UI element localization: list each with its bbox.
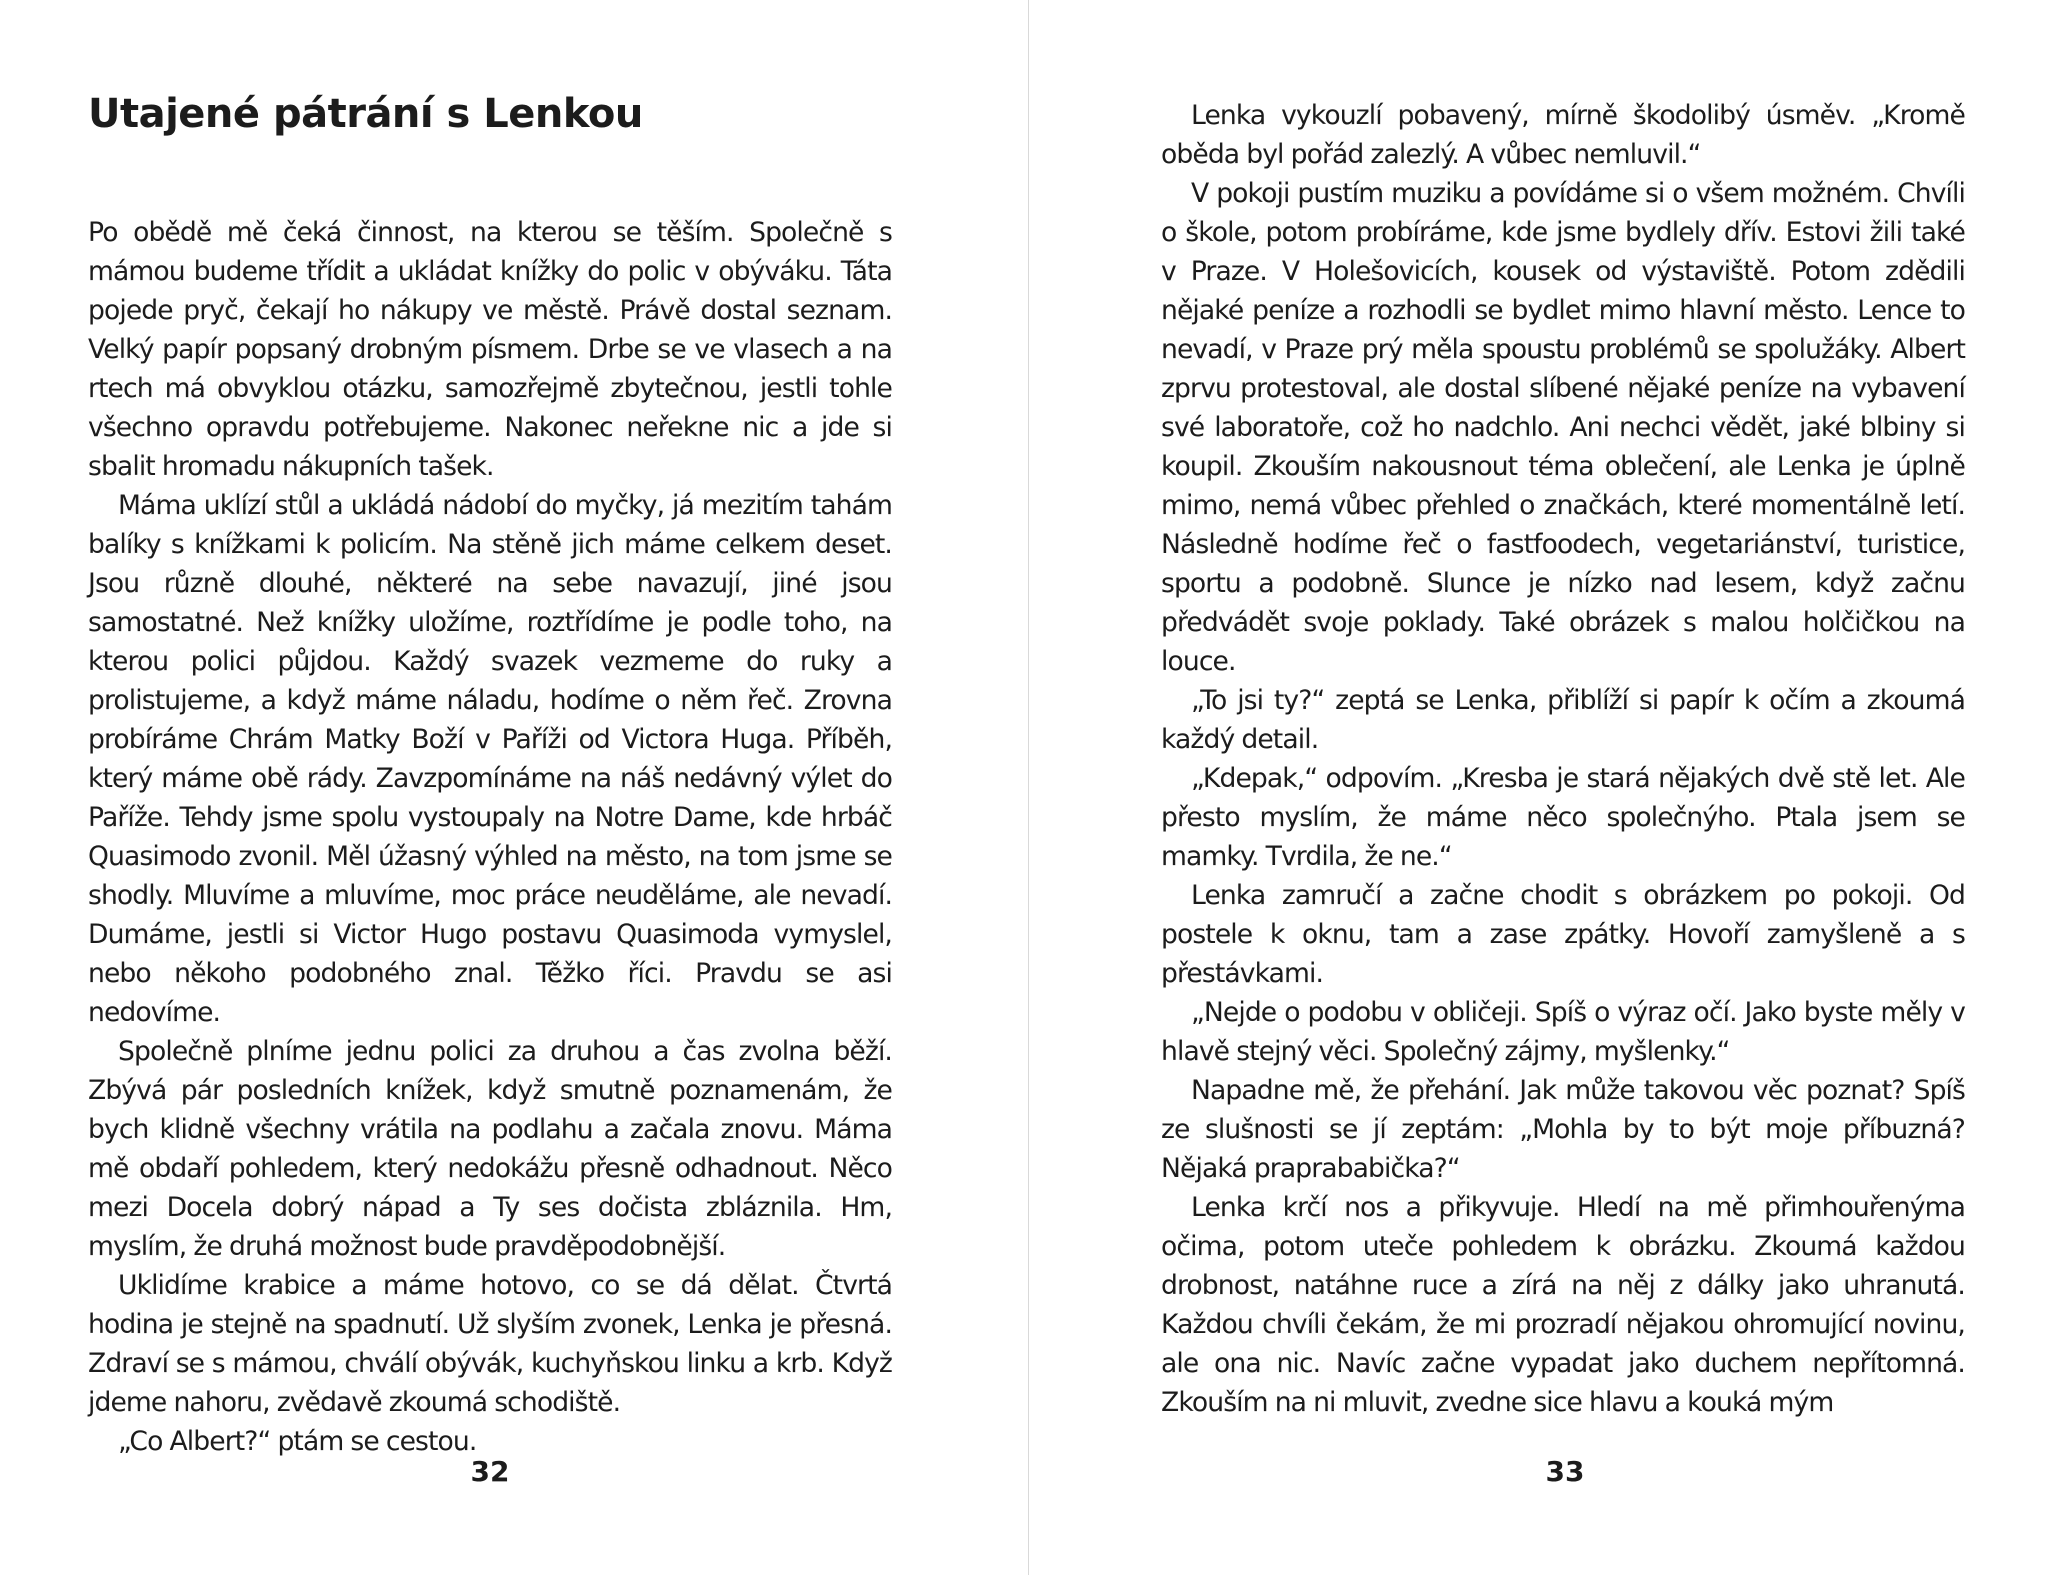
right-page-text bbox=[1161, 96, 1965, 1422]
chapter-title: Utajené pátrání s Lenkou bbox=[88, 91, 643, 137]
paragraph: Uklidíme krabice a máme hotovo, co se dá dělat. Čtvrtá hodina je stejně na spadnutí. Už slyším zvonek, Lenka je přesná. Zdraví se s mámou, chválí obývák, kuchyňskou linku a krb. Když jdeme nahoru, zvědavě zkoumá schodiště. bbox=[88, 1270, 892, 1418]
paragraph: Lenka krčí nos a přikyvuje. Hledí na mě přimhouřenýma očima, potom uteče pohledem k obrázku. Zkoumá každou drobnost, natáhne ruce a zírá na něj z dálky jako uhranutá. Každou chvíli čekám, že mi prozradí nějakou ohromující novinu, ale ona nic. Navíc začne vypadat jako duchem nepřítomná. Zkouším na ni mluvit, zvedne sice hlavu a kouká mým bbox=[1161, 1192, 1965, 1418]
left-page-text bbox=[88, 213, 892, 1461]
paragraph: Napadne mě, že přehání. Jak může takovou věc poznat? Spíš ze slušnosti se jí zeptám: „Mohla by to být moje příbuzná? Nějaká praprababička?“ bbox=[1161, 1075, 1965, 1184]
paragraph: „To jsi ty?“ zeptá se Lenka, přiblíží si papír k očím a zkoumá každý detail. bbox=[1161, 685, 1965, 755]
paragraph: „Kdepak,“ odpovím. „Kresba je stará nějakých dvě stě let. Ale přesto myslím, že máme něco společnýho. Ptala jsem se mamky. Tvrdila, že ne.“ bbox=[1161, 763, 1965, 872]
paragraph: Lenka vykouzlí pobavený, mírně škodolibý úsměv. „Kromě oběda byl pořád zalezlý. A vůbec nemluvil.“ bbox=[1161, 100, 1965, 170]
paragraph: Společně plníme jednu polici za druhou a čas zvolna běží. Zbývá pár posledních knížek, když smutně poznamenám, že bych klidně všechny vrátila na podlahu a začala znovu. Máma mě obdaří pohledem, který nedokážu přesně odhadnout. Něco mezi Docela dobrý nápad a Ty ses dočista zbláznila. Hm, myslím, že druhá možnost bude pravděpodobnější. bbox=[88, 1036, 892, 1262]
right-page bbox=[1029, 0, 2048, 1575]
page-number: 32 bbox=[470, 1455, 510, 1488]
paragraph: Lenka zamručí a začne chodit s obrázkem po pokoji. Od postele k oknu, tam a zase zpátky. Hovoří zamyšleně a s přestávkami. bbox=[1161, 880, 1965, 989]
page-number: 33 bbox=[1545, 1455, 1585, 1488]
paragraph: „Nejde o podobu v obličeji. Spíš o výraz očí. Jako byste měly v hlavě stejný věci. Společný zájmy, myšlenky.“ bbox=[1161, 997, 1965, 1067]
paragraph: V pokoji pustím muziku a povídáme si o všem možném. Chvíli o škole, potom probíráme, kde jsme bydlely dřív. Estovi žili také v Praze. V Holešovicích, kousek od výstaviště. Potom zdědili nějaké peníze a rozhodli se bydlet mimo hlavní město. Lence to nevadí, v Praze prý měla spoustu problémů se spolužáky. Albert zprvu protestoval, ale dostal slíbené nějaké peníze na vybavení své laboratoře, což ho nadchlo. Ani nechci vědět, jaké blbiny si koupil. Zkouším nakousnout téma oblečení, ale Lenka je úplně mimo, nemá vůbec přehled o značkách, které momentálně letí. Následně hodíme řeč o fastfoodech, vegetariánství, turistice, sportu a podobně. Slunce je nízko nad lesem, když začnu předvádět svoje poklady. Také obrázek s malou holčičkou na louce. bbox=[1161, 178, 1965, 677]
paragraph: „Co Albert?“ ptám se cestou. bbox=[118, 1426, 477, 1457]
paragraph: Máma uklízí stůl a ukládá nádobí do myčky, já mezitím tahám balíky s knížkami k policím. Na stěně jich máme celkem deset. Jsou různě dlouhé, některé na sebe navazují, jiné jsou samostatné. Než knížky uložíme, roztřídíme je podle toho, na kterou polici půjdou. Každý svazek vezmeme do ruky a prolistujeme, a když máme náladu, hodíme o něm řeč. Zrovna probíráme Chrám Matky Boží v Paříži od Victora Huga. Příběh, který máme obě rády. Zavzpomínáme na náš nedávný výlet do Paříže. Tehdy jsme spolu vystoupaly na Notre Dame, kde hrbáč Quasimodo zvonil. Měl úžasný výhled na město, na tom jsme se shodly. Mluvíme a mluvíme, moc práce neuděláme, ale nevadí. Dumáme, jestli si Victor Hugo postavu Quasimoda vymyslel, nebo někoho podobného znal. Těžko říci. Pravdu se asi nedovíme. bbox=[88, 490, 892, 1028]
paragraph: Po obědě mě čeká činnost, na kterou se těším. Společně s mámou budeme třídit a ukládat knížky do polic v obýváku. Táta pojede pryč, čekají ho nákupy ve městě. Právě dostal seznam. Velký papír popsaný drobným písmem. Drbe se ve vlasech a na rtech má obvyklou otázku, samozřejmě zbytečnou, jestli tohle všechno opravdu potřebujeme. Nakonec neřekne nic a jde si sbalit hromadu nákupních tašek. bbox=[88, 217, 892, 482]
